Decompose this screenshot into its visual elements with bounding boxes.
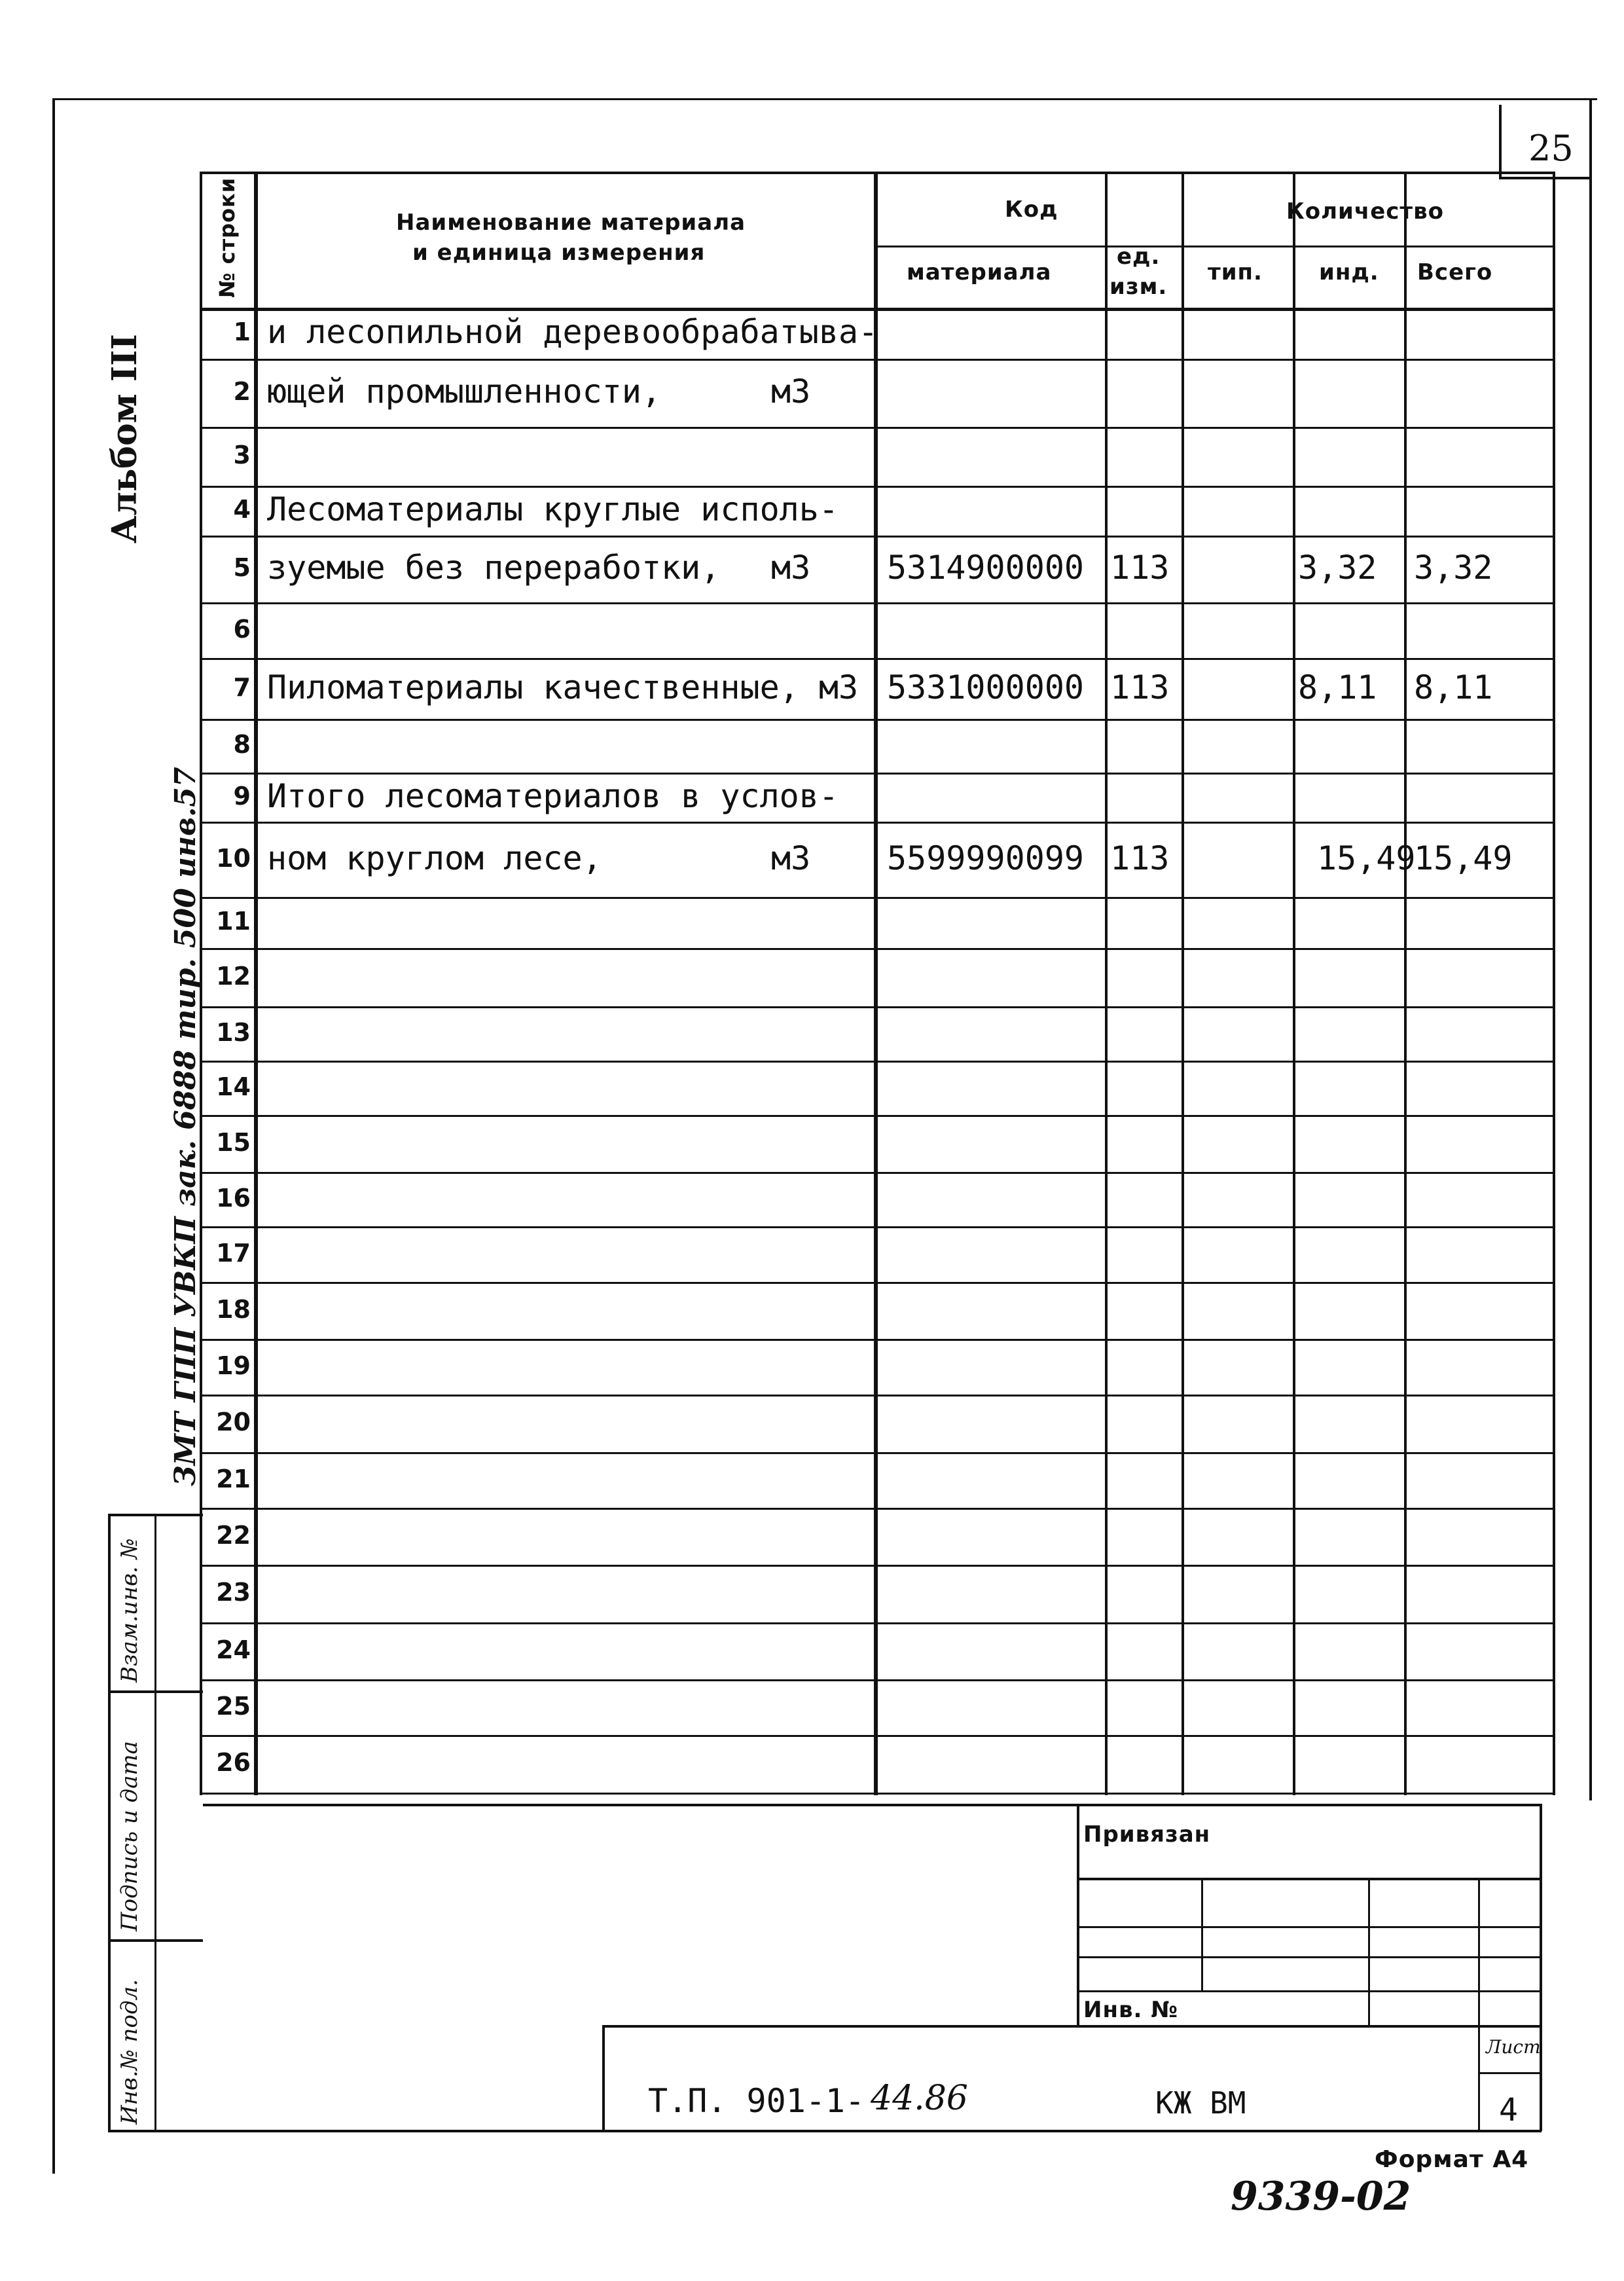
header-qty-total: Всего [1417, 259, 1493, 285]
sheet-label: Лист [1486, 2036, 1541, 2058]
row-line-13 [200, 1061, 1553, 1063]
row-line-14 [200, 1115, 1553, 1117]
row-line-9 [200, 822, 1553, 824]
header-code: Код [1005, 196, 1058, 223]
cell-n: 15 [216, 1127, 251, 1157]
cell-unit: 113 [1110, 839, 1170, 877]
row-line-16 [200, 1226, 1553, 1228]
cell-n: 23 [216, 1578, 251, 1607]
cell-n: 10 [216, 843, 251, 873]
cell-n: 2 [233, 377, 251, 407]
cell-name_unit: м3 [771, 839, 811, 877]
cell-unit: 113 [1110, 549, 1170, 587]
cell-ind: 15,49 [1317, 839, 1416, 877]
header-code-material: материала [907, 259, 1052, 285]
cell-n: 12 [216, 961, 251, 991]
cell-n: 6 [233, 614, 251, 644]
cell-name: Лесоматериалы круглые исполь- [267, 490, 839, 528]
cell-n: 4 [233, 495, 251, 524]
doc-code-prefix: Т.П. 901-1- [648, 2082, 865, 2120]
cell-name_unit: м3 [771, 549, 811, 587]
cell-code: 5331000000 [887, 668, 1085, 706]
row-line-26 [200, 1793, 1553, 1795]
cell-n: 14 [216, 1072, 251, 1101]
album-label: Альбом III [105, 334, 145, 543]
inv-podl-label: Инв.№ подл. [117, 1979, 143, 2125]
side-table-sep1 [108, 1690, 203, 1693]
cell-n: 22 [216, 1520, 251, 1550]
cell-n: 25 [216, 1691, 251, 1721]
privyazan-col3 [1478, 1878, 1480, 2131]
row-line-11 [200, 948, 1553, 950]
cell-name: ном круглом лесе, [267, 839, 602, 877]
format-label: Формат А4 [1375, 2146, 1529, 2173]
cell-n: 11 [216, 907, 251, 936]
title-block-bottom [203, 2130, 1542, 2132]
podpis-label: Подпись и дата [117, 1741, 143, 1931]
header-sub-line [874, 246, 1553, 247]
cell-total: 15,49 [1414, 839, 1513, 877]
row-line-24 [200, 1679, 1553, 1681]
privyazan-line5 [602, 2025, 1542, 2028]
row-line-23 [200, 1622, 1553, 1624]
header-name-line1: Наименование материала [396, 210, 746, 236]
row-line-17 [200, 1282, 1553, 1284]
cell-n: 8 [233, 730, 251, 759]
column-line-3 [1105, 172, 1108, 1795]
column-line-6 [1404, 172, 1407, 1795]
row-line-4 [200, 536, 1553, 538]
cell-n: 20 [216, 1408, 251, 1437]
header-name-line2: и единица измерения [412, 240, 706, 266]
cell-n: 16 [216, 1183, 251, 1213]
privyazan-col1 [1201, 1878, 1203, 1992]
side-table-sep2 [108, 1939, 203, 1942]
row-line-21 [200, 1508, 1553, 1510]
cell-n: 1 [233, 318, 251, 347]
row-line-25 [200, 1735, 1553, 1737]
title-block-right [1540, 1804, 1542, 2131]
header-unit-line1: ед. [1117, 244, 1161, 270]
header-qty-ind: инд. [1319, 259, 1379, 285]
title-block-top [203, 1804, 1542, 1806]
row-line-22 [200, 1565, 1553, 1567]
cell-n: 26 [216, 1748, 251, 1778]
cell-name: зуемые без переработки, [267, 549, 721, 587]
side-table-left [108, 1514, 111, 2132]
cell-n: 17 [216, 1238, 251, 1268]
row-line-19 [200, 1395, 1553, 1396]
cell-total: 8,11 [1414, 668, 1493, 706]
row-line-5 [200, 602, 1553, 604]
doc-mark: КЖ ВМ [1155, 2085, 1246, 2121]
column-line-7 [1553, 172, 1555, 1795]
cell-name: и лесопильной деревообрабатыва- [267, 313, 878, 351]
cell-n: 7 [233, 672, 251, 702]
row-line-2 [200, 427, 1553, 429]
header-row-no: № строки [215, 177, 240, 298]
privyazan-line3 [1077, 1956, 1542, 1958]
row-line-3 [200, 486, 1553, 488]
cell-n: 3 [233, 441, 251, 470]
cell-n: 9 [233, 781, 251, 811]
cell-total: 3,32 [1414, 549, 1493, 587]
row-line-15 [200, 1172, 1553, 1174]
sheet-number: 4 [1499, 2092, 1518, 2128]
page-number: 25 [1528, 128, 1574, 169]
cell-n: 19 [216, 1351, 251, 1380]
doc-code-box-left [602, 2025, 605, 2131]
cell-name: Итого лесоматериалов в услов- [267, 776, 839, 815]
row-line-20 [200, 1452, 1553, 1454]
row-line-10 [200, 897, 1553, 899]
cell-unit: 113 [1110, 668, 1170, 706]
privyazan-line4 [1077, 1990, 1542, 1992]
cell-code: 5314900000 [887, 549, 1085, 587]
vzam-label: Взам.инв. № [117, 1538, 143, 1683]
column-line-1 [254, 172, 258, 1795]
side-table-bottom [108, 2130, 203, 2132]
side-table-mid [154, 1514, 156, 2132]
privyazan-label: Привязан [1083, 1821, 1211, 1848]
sheet-box-line [1478, 2072, 1542, 2074]
cell-n: 5 [233, 553, 251, 583]
doc-code-hand: 44.86 [871, 2079, 968, 2118]
inv-no-label: Инв. № [1083, 1997, 1179, 2023]
row-line-6 [200, 658, 1553, 660]
privyazan-line1 [1077, 1878, 1542, 1880]
privyazan-col2 [1368, 1878, 1370, 2025]
cell-n: 21 [216, 1464, 251, 1493]
cell-code: 5599990099 [887, 839, 1085, 877]
print-stamp: ЗМТ ГПП УВКП зак. 6888 тир. 500 инв.57 [169, 767, 202, 1486]
cell-n: 18 [216, 1294, 251, 1324]
cell-ind: 8,11 [1298, 668, 1377, 706]
header-quantity: Количество [1286, 198, 1445, 225]
cell-name: ющей промышленности, [267, 373, 662, 411]
cell-n: 24 [216, 1635, 251, 1664]
row-line-18 [200, 1339, 1553, 1341]
row-line-1 [200, 359, 1553, 361]
row-line-8 [200, 773, 1553, 775]
column-line-2 [874, 172, 878, 1795]
cell-name_unit: м3 [771, 373, 811, 411]
cell-n: 13 [216, 1017, 251, 1047]
bottom-handwritten-number: 9339-02 [1231, 2174, 1411, 2219]
row-line-12 [200, 1006, 1553, 1008]
column-line-5 [1293, 172, 1295, 1795]
column-line-4 [1182, 172, 1184, 1795]
cell-ind: 3,32 [1298, 549, 1377, 587]
header-unit-line2: изм. [1110, 274, 1168, 300]
header-qty-typ: тип. [1208, 259, 1263, 285]
privyazan-box-left [1077, 1804, 1079, 2026]
row-line-7 [200, 719, 1553, 721]
cell-name: Пиломатериалы качественные, м3 [267, 668, 859, 706]
privyazan-line2 [1077, 1926, 1542, 1928]
